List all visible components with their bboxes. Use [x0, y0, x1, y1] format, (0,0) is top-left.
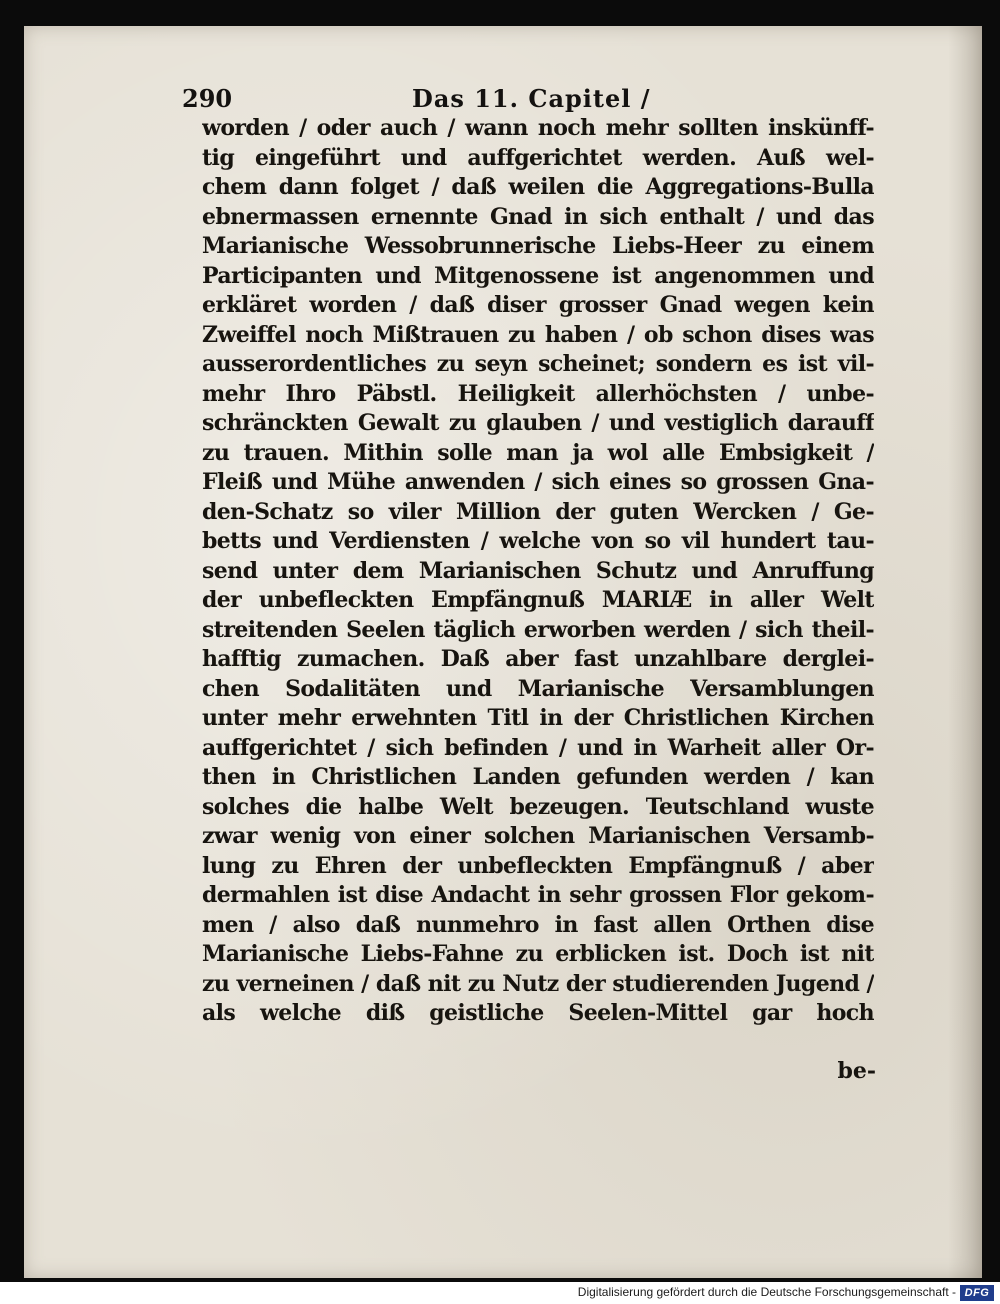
text-line: Marianische Wessobrunnerische Liebs-Heer zu einem: [202, 233, 874, 259]
text-line: worden / oder auch / wann noch mehr sollten inskünff-: [202, 115, 874, 141]
text-line: ausserordentliches zu seyn scheinet; sondern es ist vil-: [202, 351, 874, 377]
text-line: zu trauen. Mithin solle man ja wol alle Embsigkeit /: [202, 439, 874, 466]
text-line: den-Schatz so viler Million der guten Wercken / Ge-: [202, 498, 874, 525]
chapter-heading: Das 11. Capitel /: [412, 84, 651, 113]
dfg-logo-icon: DFG: [960, 1285, 994, 1301]
text-line: chem dann folget / daß weilen die Aggregations-Bulla: [202, 174, 874, 200]
text-line: als welche diß geistliche Seelen-Mittel gar hoch: [202, 1000, 874, 1026]
page-number: 290: [182, 84, 233, 113]
text-line: dermahlen ist dise Andacht in sehr grossen Flor gekom-: [202, 882, 874, 908]
text-line: Zweiffel noch Mißtrauen zu haben / ob schon dises was: [202, 321, 874, 348]
text-line: mehr Ihro Päbstl. Heiligkeit allerhöchsten / unbe-: [202, 380, 874, 407]
page-spine-shadow: [948, 26, 982, 1278]
text-line: men / also daß nunmehro in fast allen Orthen dise: [202, 911, 874, 938]
text-line: zu verneinen / daß nit zu Nutz der studierenden Jugend /: [202, 970, 874, 997]
text-line: chen Sodalitäten und Marianische Versamblungen: [202, 675, 874, 702]
text-line: Marianische Liebs-Fahne zu erblicken ist. Doch ist nit: [202, 941, 874, 967]
text-line: der unbefleckten Empfängnuß MARIÆ in aller Welt: [202, 587, 874, 613]
text-line: send unter dem Marianischen Schutz und Anruffung: [202, 557, 874, 584]
text-line: then in Christlichen Landen gefunden werden / kan: [202, 764, 874, 790]
text-line: Participanten und Mitgenossene ist angenommen und: [202, 262, 874, 289]
text-line: ebnermassen ernennte Gnad in sich enthalt / und das: [202, 203, 874, 230]
text-line: lung zu Ehren der unbefleckten Empfängnuß / aber: [202, 852, 874, 879]
text-line: schränckten Gewalt zu glauben / und vestiglich darauff: [202, 410, 874, 436]
text-line: betts und Verdiensten / welche von so vil hundert tau-: [202, 528, 874, 554]
text-line: tig eingeführt und auffgerichtet werden. Auß wel-: [202, 144, 874, 171]
text-line: Fleiß und Mühe anwenden / sich eines so grossen Gna-: [202, 469, 874, 495]
text-line: hafftig zumachen. Daß aber fast unzahlbare derglei-: [202, 646, 874, 672]
catchword: be-: [837, 1058, 876, 1084]
body-text: [202, 114, 874, 1029]
text-line: solches die halbe Welt bezeugen. Teutschland wuste: [202, 793, 874, 820]
text-line: unter mehr erwehnten Titl in der Christlichen Kirchen: [202, 705, 874, 731]
text-line: erkläret worden / daß diser grosser Gnad wegen kein: [202, 292, 874, 318]
text-line: auffgerichtet / sich befinden / und in Warheit aller Or-: [202, 734, 874, 761]
footer-credit-bar: [0, 1282, 1000, 1304]
text-line: zwar wenig von einer solchen Marianischen Versamb-: [202, 823, 874, 849]
text-line: streitenden Seelen täglich erworben werden / sich theil-: [202, 616, 874, 643]
running-head: [182, 84, 872, 116]
funding-credit: Digitalisierung gefördert durch die Deutsche Forschungsgemeinschaft -: [577, 1285, 956, 1299]
